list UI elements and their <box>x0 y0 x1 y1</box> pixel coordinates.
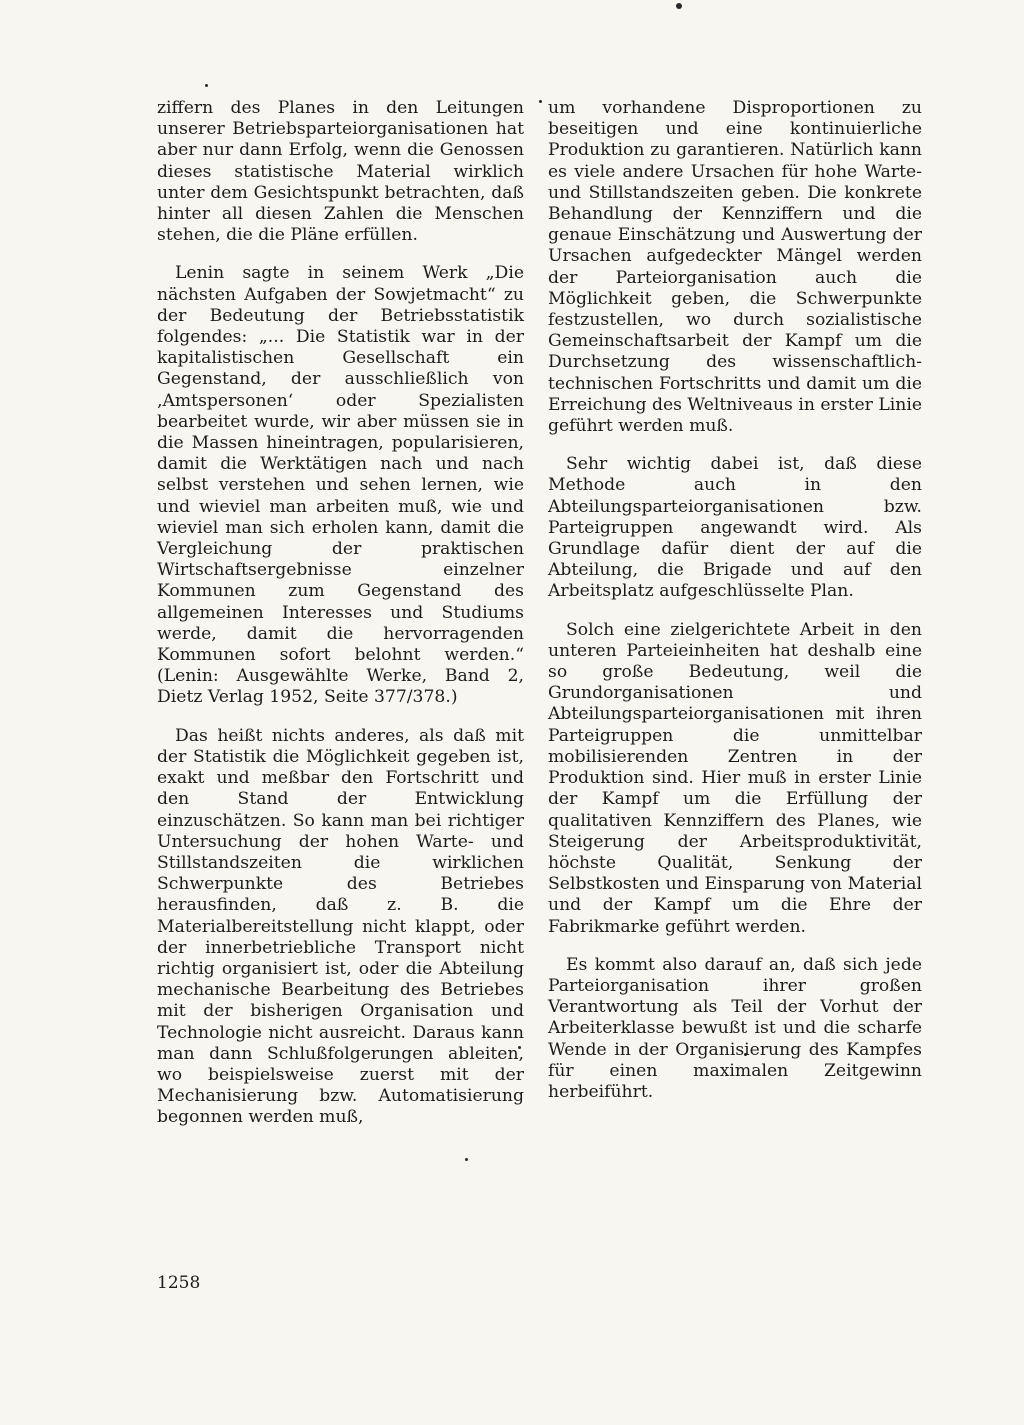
page-number: 1258 <box>157 1273 201 1293</box>
paragraph: Sehr wichtig dabei ist, daß diese Methode auch in den Abteilungsparteiorganisationen bzw. Parteigruppen angewandt wird. Als Grundlage dafür dient der auf die Abteilung, die Brigade und auf den Arbeitsplatz aufgeschlüsselte Plan. <box>548 454 922 602</box>
paragraph: um vorhandene Disproportionen zu beseitigen und eine kontinuierliche Produktion zu garantieren. Natürlich kann es viele andere Ursachen für hohe Warte- und Stillstandszeiten geben. Die konkrete Behandlung der Kennziffern und die genaue Einschätzung und Auswertung der Ursachen aufgedeckter Mängel werden der Parteiorganisation auch die Möglichkeit geben, die Schwerpunkte festzustellen, wo durch sozialistische Gemeinschaftsarbeit der Kampf um die Durchsetzung des wissenschaftlich-technischen Fortschritts und damit um die Erreichung des Weltniveaus in erster Linie geführt werden muß. <box>548 98 922 437</box>
paragraph: Solch eine zielgerichtete Arbeit in den unteren Parteieinheiten hat deshalb eine so große Bedeutung, weil die Grundorganisationen und Abteilungsparteiorganisationen mit ihren Parteigruppen die unmittelbar mobilisierenden Zentren in der Produktion sind. Hier muß in erster Linie der Kampf um die Erfüllung der qualitativen Kennziffern des Planes, wie Steigerung der Arbeitsproduktivität, höchste Qualität, Senkung der Selbstkosten und Einsparung von Material und der Kampf um die Ehre der Fabrikmarke geführt werden. <box>548 619 922 937</box>
left-column <box>157 98 524 1146</box>
paragraph-lenin-quote: Lenin sagte in seinem Werk „Die nächsten Aufgaben der Sowjetmacht“ zu der Bedeutung der Betriebsstatistik folgendes: „... Die Statistik war in der kapitalistischen Gesellschaft ein Gegenstand, der ausschließlich von ‚Amtspersonen‘ oder Spezialisten bearbeitet wurde, wir aber müssen sie in die Massen hineintragen, popularisieren, damit die Werktätigen nach und nach selbst verstehen und sehen lernen, wie und wieviel man arbeiten muß, wie und wieviel man sich erholen kann, damit die Vergleichung der praktischen Wirtschaftsergebnisse einzelner Kommunen zum Gegenstand des allgemeinen Interesses und Studiums werde, damit die hervorragenden Kommunen sofort belohnt werden.“ (Lenin: Ausgewählte Werke, Band 2, Dietz Verlag 1952, Seite 377/378.) <box>157 263 524 708</box>
right-column <box>548 98 922 1120</box>
scan-speck <box>539 100 542 103</box>
scan-speck <box>205 84 208 87</box>
paragraph: Es kommt also darauf an, daß sich jede Parteiorganisation ihrer großen Verantwortung als Teil der Vorhut der Arbeiterklasse bewußt ist und die scharfe Wende in der Organisierung des Kampfes für einen maximalen Zeitgewinn herbeiführt. <box>548 954 922 1102</box>
paragraph: Das heißt nichts anderes, als daß mit der Statistik die Möglichkeit gegeben ist, exakt und meßbar den Fortschritt und den Stand der Entwicklung einzuschätzen. So kann man bei richtiger Untersuchung der hohen Warte- und Stillstandszeiten die wirklichen Schwerpunkte des Betriebes herausfinden, daß z. B. die Materialbereitstellung nicht klappt, oder der innerbetriebliche Transport nicht richtig organisiert ist, oder die Abteilung mechanische Bearbeitung des Betriebes mit der bisherigen Organisation und Technologie nicht ausreicht. Daraus kann man dann Schlußfolgerungen ableiten, wo beispielsweise zuerst mit der Mechanisierung bzw. Automatisierung begonnen werden muß, <box>157 725 524 1128</box>
paragraph: ziffern des Planes in den Leitungen unserer Betriebsparteiorganisationen hat aber nur dann Erfolg, wenn die Genossen dieses statistische Material wirklich unter dem Gesichtspunkt betrachten, daß hinter all diesen Zahlen die Menschen stehen, die die Pläne erfüllen. <box>157 98 524 246</box>
scan-speck <box>465 1158 468 1161</box>
scan-speck <box>676 3 682 9</box>
